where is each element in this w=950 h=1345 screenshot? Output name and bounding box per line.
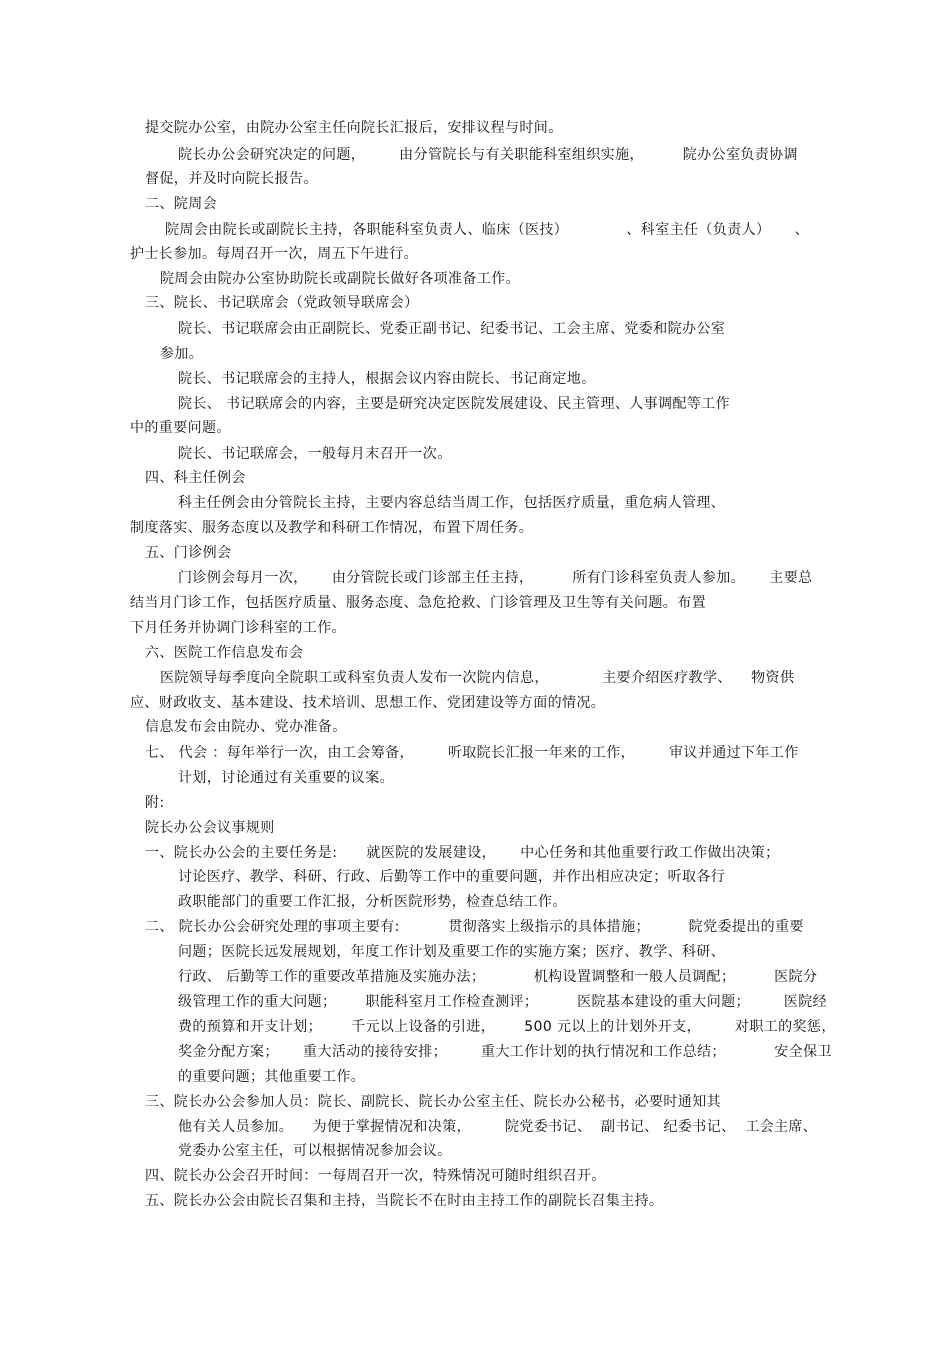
text-line: 医院领导每季度向全院职工或科室负责人发布一次院内信息， 主要介绍医疗教学、 物资供: [160, 670, 795, 686]
text-line: 行政、 后勤等工作的重要改革措施及实施办法； 机构设置调整和一般人员调配； 医院分: [178, 969, 818, 985]
text-line: 党委办公室主任，可以根据情况参加会议。: [178, 1143, 452, 1159]
text-line: 级管理工作的重大问题； 职能科室月工作检查测评； 医院基本建设的重大问题； 医院经: [178, 994, 828, 1010]
text-line: 护士长参加。每周召开一次，周五下午进行。: [130, 246, 418, 262]
text-line: 参加。: [160, 346, 204, 362]
text-line: 讨论医疗、教学、科研、行政、后勤等工作中的重要问题，并作出相应决定；听取各行: [178, 869, 726, 885]
section-heading: 二、院周会: [145, 196, 217, 212]
text-line: 院长、 书记联席会的内容，主要是研究决定医院发展建设、民主管理、人事调配等工作: [178, 396, 731, 412]
text-line: 奖金分配方案； 重大活动的接待安排； 重大工作计划的执行情况和工作总结； 安全保卫: [178, 1044, 832, 1060]
text-line: 制度落实、服务态度以及教学和科研工作情况，布置下周任务。: [130, 520, 534, 536]
text-line: 院长、书记联席会，一般每月末召开一次。: [178, 446, 452, 462]
text-line: 他有关人员参加。 为便于掌握情况和决策， 院党委书记、 副书记、 纪委书记、 工会主席、: [178, 1119, 818, 1135]
section-heading: 七、 代会 ：每年举行一次，由工会筹备， 听取院长汇报一年来的工作， 审议并通过下年工作: [145, 745, 799, 761]
text-line: 结当月门诊工作，包括医疗质量、服务态度、急危抢救、门诊管理及卫生等有关问题。布置: [130, 595, 706, 611]
text-line: 院周会由院长或副院长主持，各职能科室负责人、临床（医技） 、科室主任（负责人） 、: [165, 222, 810, 238]
text-line: 院长办公会研究决定的问题， 由分管院长与有关职能科室组织实施， 院办公室负责协调: [178, 147, 798, 163]
text-line: 计划，讨论通过有关重要的议案。: [178, 770, 394, 786]
section-heading: 四、科主任例会: [145, 470, 246, 486]
text-line: 督促，并及时向院长报告。: [145, 171, 318, 187]
text-line: 科主任例会由分管院长主持，主要内容总结当周工作，包括医疗质量，重危病人管理、: [178, 495, 726, 511]
text-line: 下月任务并协调门诊科室的工作。: [130, 620, 346, 636]
rule-item: 三、院长办公会参加人员：院长、副院长、院长办公室主任、院长办公秘书，必要时通知其: [145, 1094, 721, 1110]
appendix-label: 附:: [145, 795, 165, 811]
appendix-title: 院长办公会议事规则: [145, 820, 275, 836]
rule-item: 四、院长办公会召开时间：一每周召开一次，特殊情况可随时组织召开。: [145, 1168, 606, 1184]
text-line: 院长、书记联席会由正副院长、党委正副书记、纪委书记、工会主席、党委和院办公室: [178, 321, 726, 337]
text-line: 问题；医院长远发展规划，年度工作计划及重要工作的实施方案；医疗、教学、科研、: [178, 944, 726, 960]
text-line: 应、财政收支、基本建设、技术培训、思想工作、党团建设等方面的情况。: [130, 695, 606, 711]
text-line: 院长、书记联席会的主持人，根据会议内容由院长、书记商定地。: [178, 371, 596, 387]
rule-item: 二、 院长办公会研究处理的事项主要有: 贯彻落实上级指示的具体措施； 院党委提出的重要: [145, 919, 804, 935]
rule-item: 一、院长办公会的主要任务是: 就医院的发展建设， 中心任务和其他重要行政工作做出决策；: [145, 845, 780, 861]
text-line: 的重要问题；其他重要工作。: [178, 1069, 366, 1085]
section-heading: 五、门诊例会: [145, 545, 232, 561]
text-line: 门诊例会每月一次， 由分管院长或门诊部主任主持， 所有门诊科室负责人参加。 主要总: [178, 570, 813, 586]
section-heading: 六、医院工作信息发布会: [145, 645, 304, 661]
text-line: 政职能部门的重要工作汇报，分析医院形势，检查总结工作。: [178, 894, 567, 910]
rule-item: 五、院长办公会由院长召集和主持，当院长不在时由主持工作的副院长召集主持。: [145, 1193, 664, 1209]
text-line: 中的重要问题。: [130, 420, 231, 436]
text-line: 费的预算和开支计划； 千元以上设备的引进， 500 元以上的计划外开支， 对职工的奖惩，: [178, 1019, 836, 1035]
text-line: 信息发布会由院办、党办准备。: [145, 719, 347, 735]
text-line: 院周会由院办公室协助院长或副院长做好各项准备工作。: [160, 271, 520, 287]
text-line: 提交院办公室，由院办公室主任向院长汇报后，安排议程与时间。: [145, 120, 563, 136]
section-heading: 三、院长、书记联席会（党政领导联席会）: [145, 295, 419, 311]
